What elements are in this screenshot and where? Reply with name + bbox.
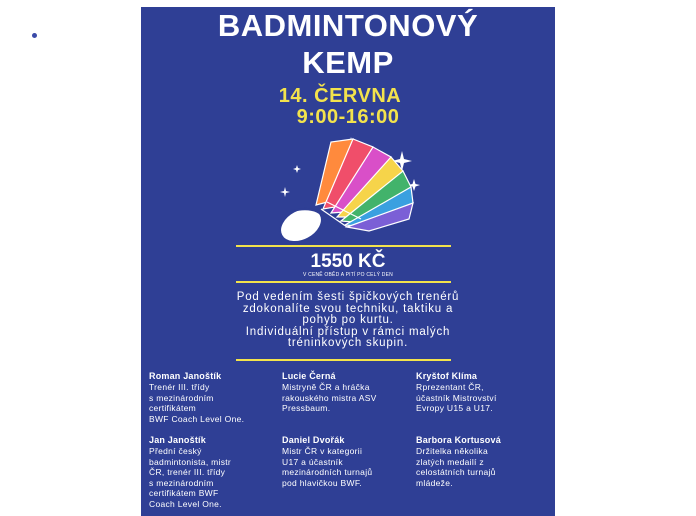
coach-bio-line: Mistryně ČR a hráčka bbox=[282, 382, 370, 392]
coach-bio bbox=[282, 446, 412, 488]
camp-poster bbox=[141, 7, 555, 516]
divider bbox=[236, 359, 451, 361]
description-line: Individuální přístup v rámci malých bbox=[245, 325, 451, 338]
coach-bio-line: mezinárodních turnajů bbox=[282, 467, 373, 478]
coach-bio-line: s mezinárodním bbox=[149, 392, 214, 403]
coach-bio-line: Pressbaum. bbox=[282, 403, 331, 414]
coach-name: Daniel Dvořák bbox=[282, 435, 345, 445]
coach-bio-line: ČR, trenér III. třídy bbox=[149, 467, 226, 478]
coach-card bbox=[416, 371, 546, 414]
coach-bio-line: Coach Level One. bbox=[149, 498, 222, 509]
poster-title-line1: BADMINTONOVÝ bbox=[217, 8, 479, 43]
coach-bio-line: U17 a účastník bbox=[282, 456, 343, 467]
coach-bio-line: BWF Coach Level One. bbox=[149, 413, 245, 424]
coach-bio-line: Mistr ČR v kategorii bbox=[282, 446, 363, 456]
list-bullet bbox=[32, 33, 37, 38]
coach-card bbox=[149, 371, 279, 424]
coach-name: Kryštof Klíma bbox=[416, 371, 478, 381]
coach-bio-line: badmintonista, mistr bbox=[149, 456, 232, 467]
coach-bio bbox=[282, 382, 412, 414]
event-date: 14. ČERVNA bbox=[278, 85, 402, 107]
coach-bio bbox=[149, 446, 279, 510]
camp-description bbox=[191, 292, 505, 350]
price-note: V CENĚ OBĚD A PITÍ PO CELÝ DEN bbox=[303, 272, 393, 278]
description-line: zdokonalíte svou techniku, taktiku a bbox=[242, 302, 454, 315]
description-line: pohyb po kurtu. bbox=[302, 314, 394, 327]
coach-bio-line: rakouského mistra ASV bbox=[282, 392, 377, 403]
divider bbox=[236, 281, 451, 283]
coach-card bbox=[149, 435, 279, 510]
coach-bio-line: certifikátem BWF bbox=[149, 488, 219, 499]
coach-bio-line: mládeže. bbox=[416, 477, 453, 488]
coach-bio-line: účastník Mistrovství bbox=[416, 392, 497, 403]
coach-bio-line: pod hlavičkou BWF. bbox=[282, 477, 363, 488]
divider bbox=[236, 245, 451, 247]
price: 1550 KČ bbox=[310, 251, 386, 272]
description-line: tréninkových skupin. bbox=[287, 337, 409, 350]
coach-bio-line: Trenér III. třídy bbox=[149, 382, 210, 392]
coach-bio bbox=[416, 382, 546, 414]
coach-bio-line: certifikátem bbox=[149, 403, 197, 414]
description-line: Pod vedením šesti špičkových trenérů bbox=[236, 291, 460, 303]
coach-card bbox=[282, 371, 412, 414]
coach-bio-line: zlatých medailí z bbox=[416, 456, 484, 467]
event-time: 9:00-16:00 bbox=[296, 106, 400, 128]
coach-bio-line: Evropy U15 a U17. bbox=[416, 403, 493, 414]
coach-bio-line: celostátních turnajů bbox=[416, 467, 496, 478]
coach-name: Lucie Černá bbox=[282, 371, 336, 381]
coach-bio bbox=[149, 382, 279, 424]
coach-name: Barbora Kortusová bbox=[416, 435, 501, 445]
coach-bio-line: s mezinárodním bbox=[149, 477, 214, 488]
coach-name: Jan Janoštík bbox=[149, 435, 206, 445]
coach-bio-line: Držitelka několika bbox=[416, 446, 489, 456]
coach-bio-line: Přední český bbox=[149, 446, 202, 456]
poster-title-line2: KEMP bbox=[302, 45, 394, 80]
sparkle-icon bbox=[280, 187, 290, 197]
shuttlecock-icon bbox=[261, 127, 436, 242]
coach-card bbox=[282, 435, 412, 488]
coach-name: Roman Janoštík bbox=[149, 371, 222, 381]
coach-bio bbox=[416, 446, 546, 488]
sparkle-icon bbox=[293, 165, 301, 173]
coach-bio-line: Rprezentant ČR, bbox=[416, 382, 484, 392]
coach-card bbox=[416, 435, 546, 488]
